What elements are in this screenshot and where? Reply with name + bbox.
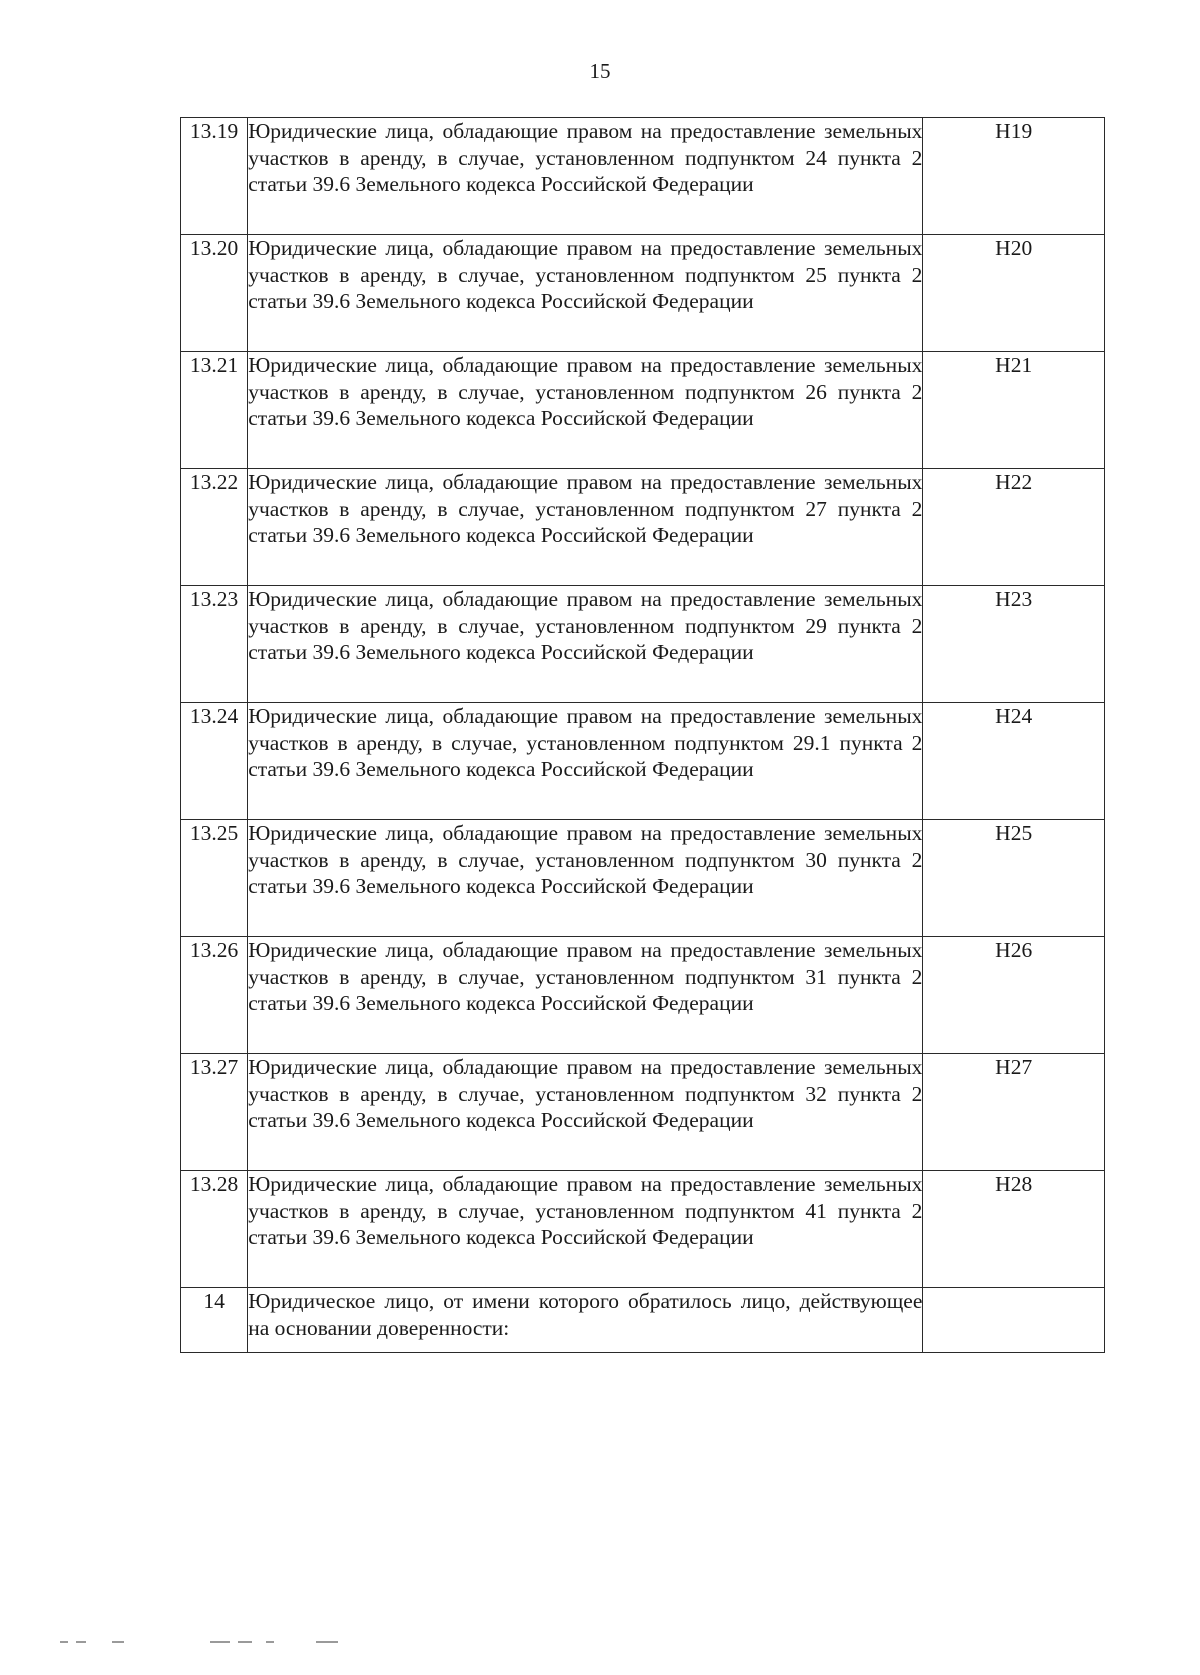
row-number: 13.19 xyxy=(181,118,248,235)
row-number: 13.27 xyxy=(181,1054,248,1171)
scan-artifact-marks xyxy=(60,1641,360,1645)
scan-mark xyxy=(112,1641,124,1643)
row-description: Юридические лица, обладающие правом на предоставление земельных участков в аренду, в случае, установленном подпунктом 25 пункта 2 статьи 39.6 Земельного кодекса Российской Федерации xyxy=(248,235,923,352)
row-code: Н20 xyxy=(923,235,1105,352)
row-description: Юридические лица, обладающие правом на предоставление земельных участков в аренду, в случае, установленном подпунктом 24 пункта 2 статьи 39.6 Земельного кодекса Российской Федерации xyxy=(248,118,923,235)
table-row xyxy=(181,586,1105,703)
row-number: 13.26 xyxy=(181,937,248,1054)
table-row xyxy=(181,235,1105,352)
row-code: Н24 xyxy=(923,703,1105,820)
row-description: Юридическое лицо, от имени которого обратилось лицо, действующее на основании доверенности: xyxy=(248,1288,923,1353)
row-description: Юридические лица, обладающие правом на предоставление земельных участков в аренду, в случае, установленном подпунктом 26 пункта 2 статьи 39.6 Земельного кодекса Российской Федерации xyxy=(248,352,923,469)
table-row xyxy=(181,469,1105,586)
row-description: Юридические лица, обладающие правом на предоставление земельных участков в аренду, в случае, установленном подпунктом 29 пункта 2 статьи 39.6 Земельного кодекса Российской Федерации xyxy=(248,586,923,703)
page-number: 15 xyxy=(589,59,611,83)
row-code: Н19 xyxy=(923,118,1105,235)
row-description: Юридические лица, обладающие правом на предоставление земельных участков в аренду, в случае, установленном подпунктом 32 пункта 2 статьи 39.6 Земельного кодекса Российской Федерации xyxy=(248,1054,923,1171)
row-code xyxy=(923,1288,1105,1353)
scan-mark xyxy=(210,1641,230,1643)
row-description: Юридические лица, обладающие правом на предоставление земельных участков в аренду, в случае, установленном подпунктом 29.1 пункта 2 статьи 39.6 Земельного кодекса Российской Федерации xyxy=(248,703,923,820)
row-code: Н23 xyxy=(923,586,1105,703)
row-number: 13.23 xyxy=(181,586,248,703)
scan-mark xyxy=(76,1641,86,1643)
row-number: 13.28 xyxy=(181,1171,248,1288)
table-row xyxy=(181,820,1105,937)
row-code: Н28 xyxy=(923,1171,1105,1288)
row-code: Н27 xyxy=(923,1054,1105,1171)
scan-mark xyxy=(266,1641,274,1643)
row-code: Н25 xyxy=(923,820,1105,937)
row-description: Юридические лица, обладающие правом на предоставление земельных участков в аренду, в случае, установленном подпунктом 27 пункта 2 статьи 39.6 Земельного кодекса Российской Федерации xyxy=(248,469,923,586)
table-row xyxy=(181,118,1105,235)
scan-mark xyxy=(238,1641,252,1643)
table-row xyxy=(181,703,1105,820)
table-row xyxy=(181,1171,1105,1288)
row-description: Юридические лица, обладающие правом на предоставление земельных участков в аренду, в случае, установленном подпунктом 31 пункта 2 статьи 39.6 Земельного кодекса Российской Федерации xyxy=(248,937,923,1054)
row-number: 13.24 xyxy=(181,703,248,820)
row-code: Н21 xyxy=(923,352,1105,469)
row-code: Н26 xyxy=(923,937,1105,1054)
row-number: 13.21 xyxy=(181,352,248,469)
table-row xyxy=(181,937,1105,1054)
table-row xyxy=(181,1288,1105,1353)
row-number: 13.20 xyxy=(181,235,248,352)
row-description: Юридические лица, обладающие правом на предоставление земельных участков в аренду, в случае, установленном подпунктом 30 пункта 2 статьи 39.6 Земельного кодекса Российской Федерации xyxy=(248,820,923,937)
row-description: Юридические лица, обладающие правом на предоставление земельных участков в аренду, в случае, установленном подпунктом 41 пункта 2 статьи 39.6 Земельного кодекса Российской Федерации xyxy=(248,1171,923,1288)
scan-mark xyxy=(60,1641,68,1643)
table-row xyxy=(181,1054,1105,1171)
row-code: Н22 xyxy=(923,469,1105,586)
row-number: 14 xyxy=(181,1288,248,1353)
table-row xyxy=(181,352,1105,469)
row-number: 13.22 xyxy=(181,469,248,586)
scan-mark xyxy=(316,1641,338,1643)
document-table xyxy=(180,117,1105,1353)
row-number: 13.25 xyxy=(181,820,248,937)
